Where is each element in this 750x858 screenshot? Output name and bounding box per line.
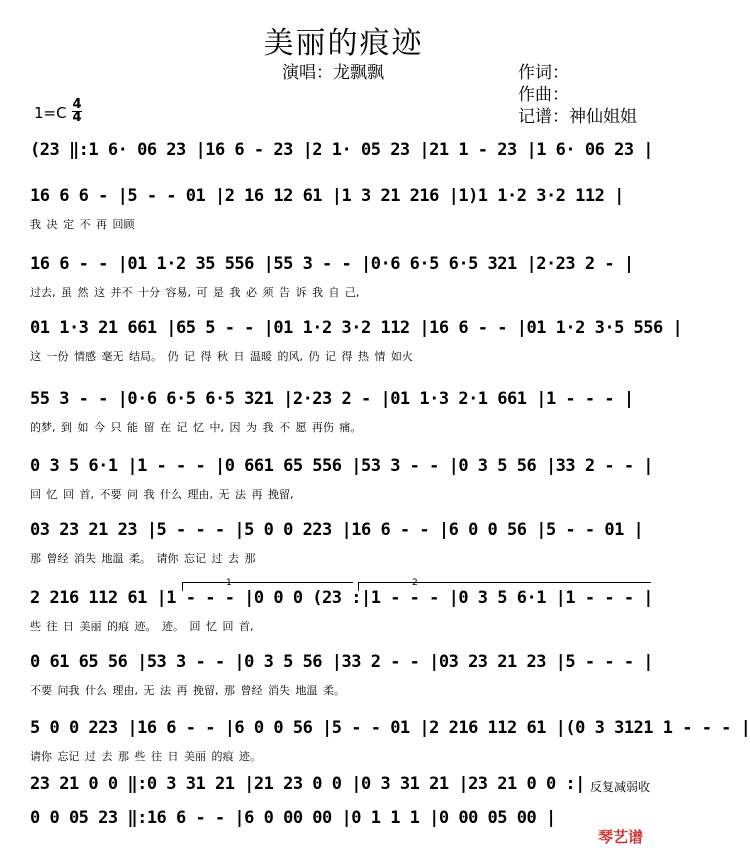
key-signature: 1=C: [34, 104, 67, 122]
volta-2-number: 2: [412, 578, 418, 588]
notation-row: 16 6 - - |01 1·2 35 556 |55 3 - - |0·6 6·5 6·5 321 |2·23 2 - |: [30, 254, 634, 274]
notation-row: 0 61 65 56 |53 3 - - |0 3 5 56 |33 2 - - |03 23 21 23 |5 - - - |: [30, 652, 654, 672]
repeat-note: 反复减弱收: [590, 780, 651, 794]
transcriber: 记谱：神仙姐姐: [518, 107, 637, 127]
notation-row: 16 6 6 - |5 - - 01 |2 16 12 61 |1 3 21 216 |1)1 1·2 3·2 112 |: [30, 186, 624, 206]
time-top: 4: [72, 97, 82, 112]
lyrics-row: 的梦, 到 如 今 只 能 留 在 记 忆 中, 因 为 我 不 愿 再伤 痛。: [30, 421, 362, 434]
lyrics-row: 请你 忘记 过 去 那 些 往 日 美丽 的痕 迹。: [30, 750, 261, 763]
notation-row: 2 216 112 61 |1 - - - |0 0 0 (23 :|1 - - - |0 3 5 6·1 |1 - - - |: [30, 588, 654, 608]
time-signature: [72, 99, 82, 124]
notation-row: 55 3 - - |0·6 6·5 6·5 321 |2·23 2 - |01 1·3 2·1 661 |1 - - - |: [30, 389, 634, 409]
volta-1-number: 1: [226, 578, 232, 588]
lyrics-row: 这 一份 情感 毫无 结局。 仍 记 得 秋 日 温暖 的风, 仍 记 得 热 情 如火: [30, 350, 413, 363]
notation-row: (23 ‖:1 6· 06 23 |16 6 - 23 |2 1· 05 23 |21 1 - 23 |1 6· 06 23 |: [30, 140, 654, 160]
lyrics-row: [30, 838, 650, 858]
lyrics-row: 那 曾经 消失 地温 柔。 请你 忘记 过 去 那: [30, 552, 256, 565]
time-bottom: 4: [72, 110, 82, 125]
notation-row: 5 0 0 223 |16 6 - - |6 0 0 56 |5 - - 01 |2 216 112 61 |(0 3 3121 1 - - - |: [30, 718, 750, 738]
watermark-logo: 琴艺谱: [598, 828, 644, 846]
volta-1-bracket: [182, 582, 353, 591]
lyrics-row: 些 往 日 美丽 的痕 迹。 迹。 回 忆 回 首,: [30, 620, 254, 633]
lyrics-row: 过去, 虽 然 这 并不 十分 容易, 可 是 我 必 须 告 诉 我 自 己,: [30, 286, 360, 299]
lyrics-row: 我 决 定 不 再 回顾: [30, 218, 135, 231]
notation-row: 0 3 5 6·1 |1 - - - |0 661 65 556 |53 3 - - |0 3 5 56 |33 2 - - |: [30, 456, 654, 476]
lyricist: 作词：: [518, 63, 569, 83]
notation-row: 01 1·3 21 661 |65 5 - - |01 1·2 3·2 112 |16 6 - - |01 1·2 3·5 556 |: [30, 318, 683, 338]
notation-row: 23 21 0 0 ‖:0 3 31 21 |21 23 0 0 |0 3 31 21 |23 21 0 0 :|: [30, 774, 585, 794]
notation-row: 03 23 21 23 |5 - - - |5 0 0 223 |16 6 - - |6 0 0 56 |5 - - 01 |: [30, 520, 644, 540]
composer: 作曲：: [518, 85, 569, 105]
page-title: 美丽的痕迹: [263, 26, 424, 61]
lyrics-row: 不要 问我 什么 理由, 无 法 再 挽留, 那 曾经 消失 地温 柔。: [30, 684, 345, 697]
performer: 演唱：龙飘飘: [282, 63, 384, 83]
lyrics-row: 回 忆 回 首, 不要 问 我 什么 理由, 无 法 再 挽留,: [30, 488, 294, 501]
volta-2-bracket: [358, 582, 651, 591]
notation-row: 0 0 05 23 ‖:16 6 - - |6 0 00 00 |0 1 1 1 |0 00 05 00 |: [30, 808, 556, 828]
